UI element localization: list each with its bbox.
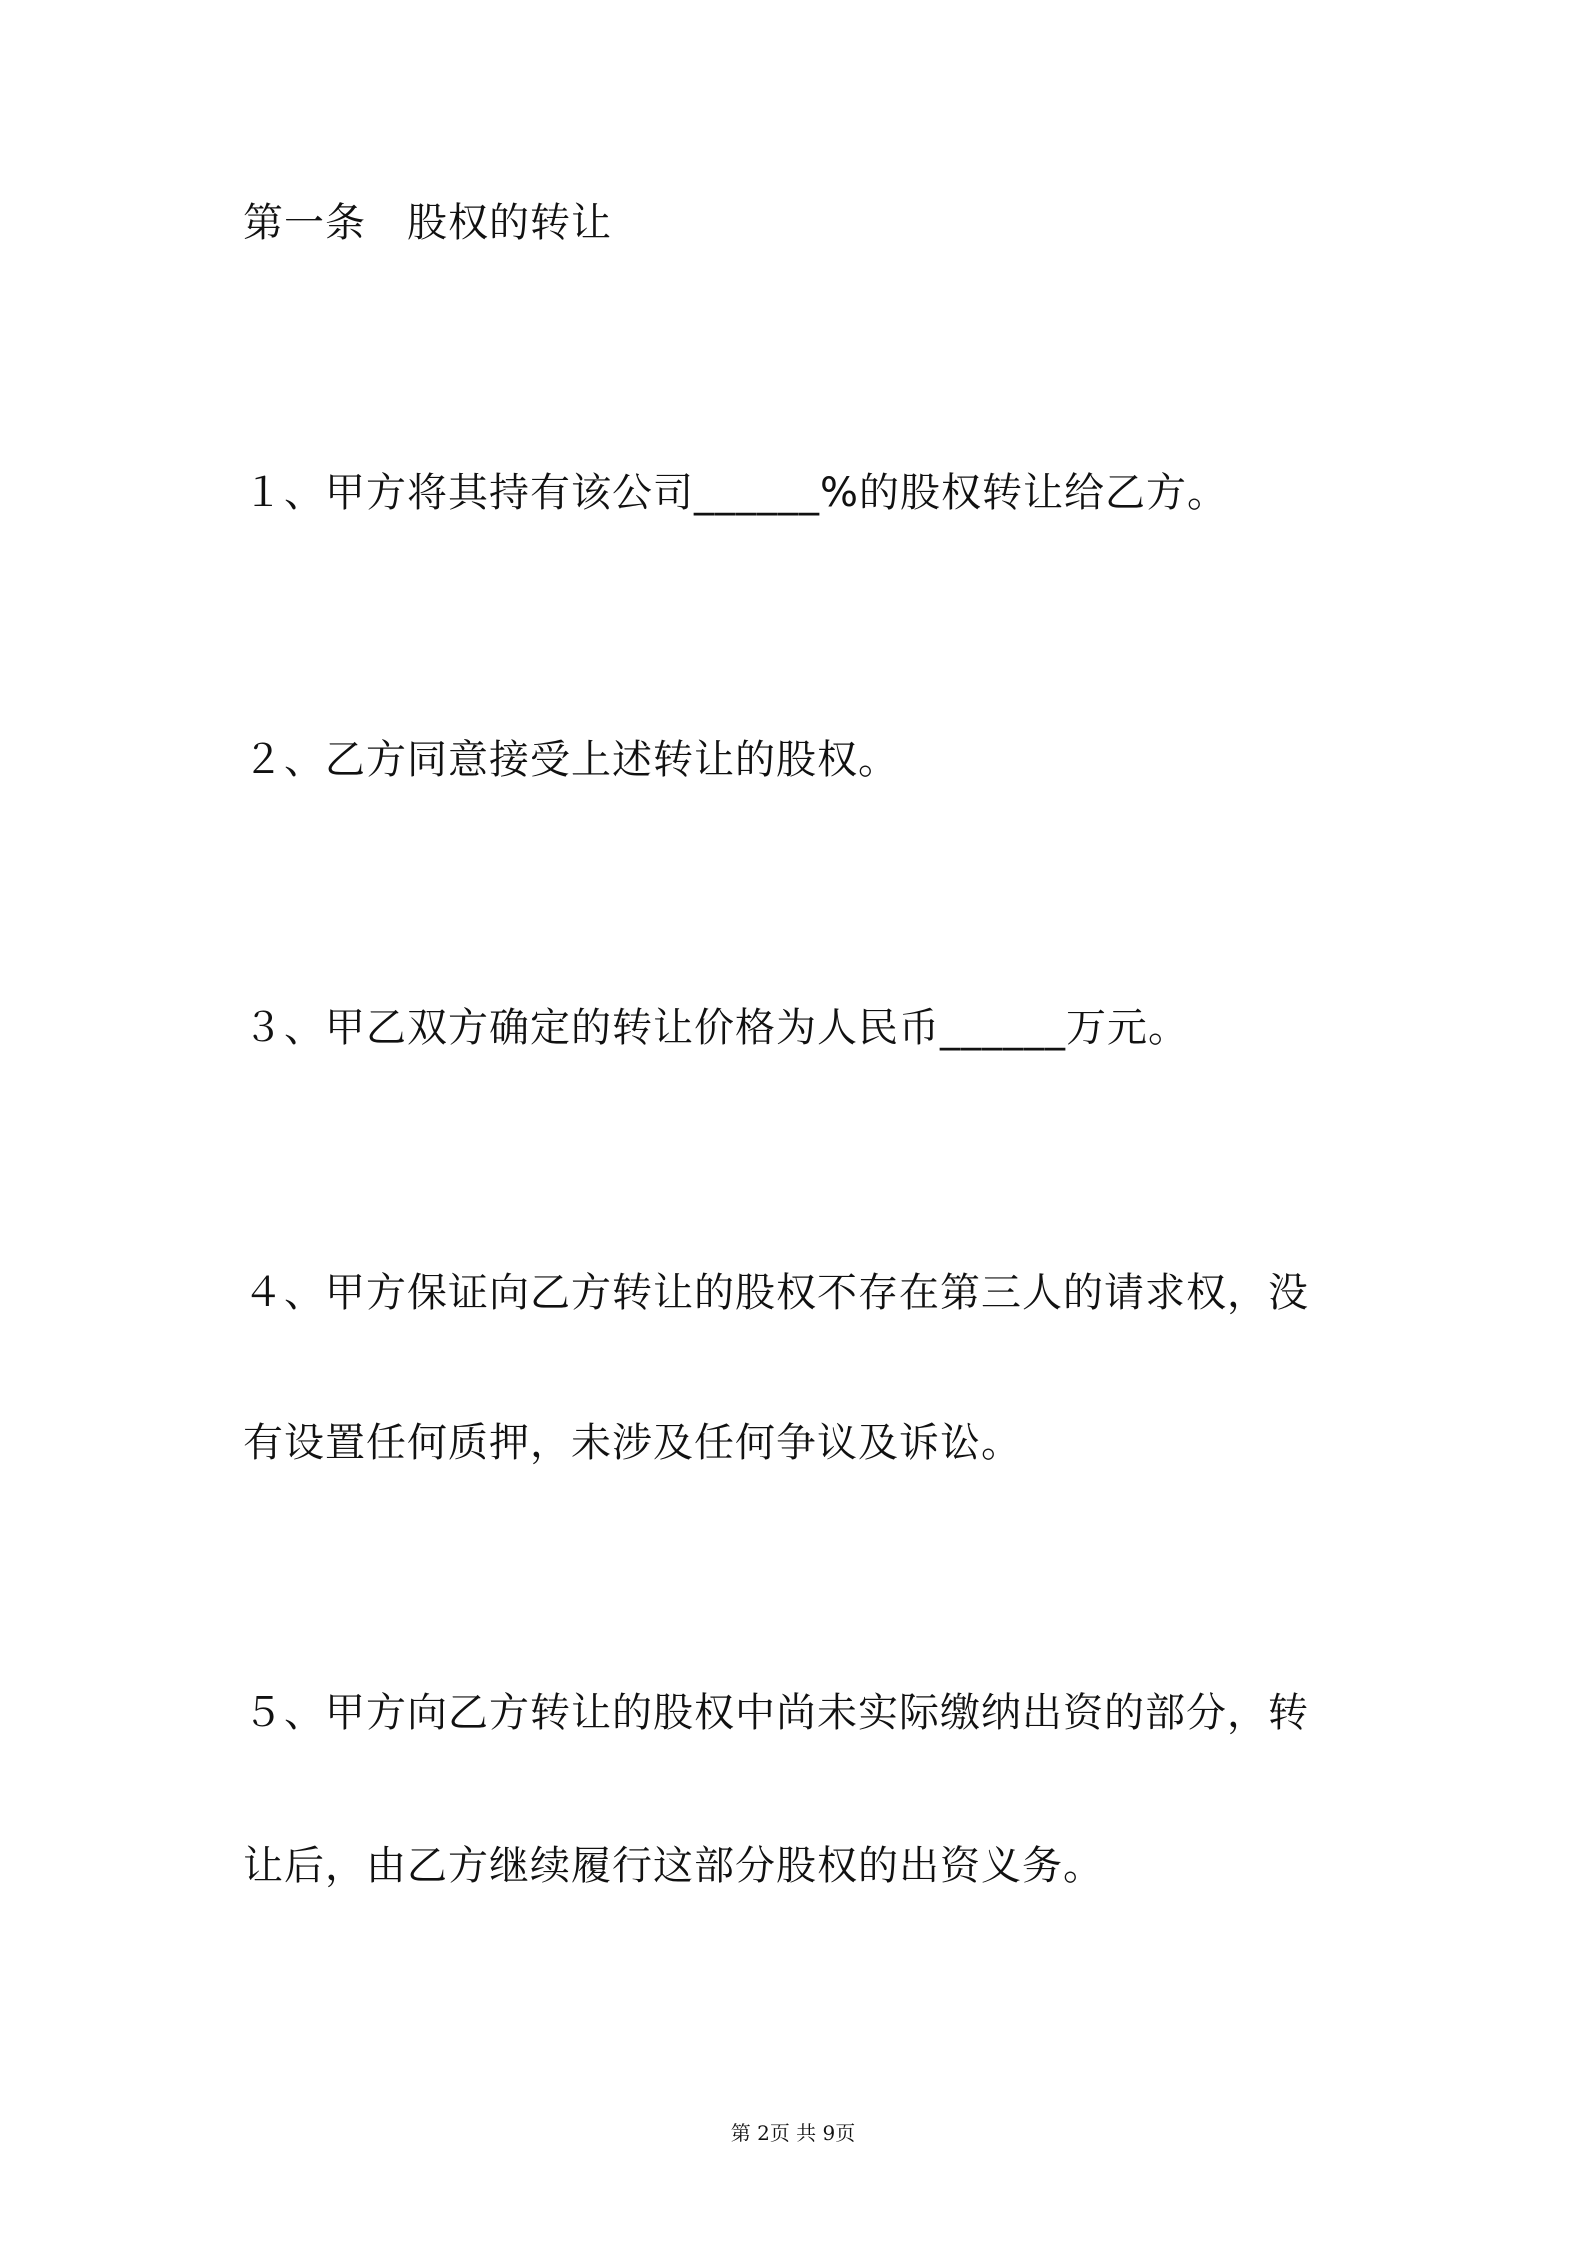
clause-5-line-1: ５、甲方向乙方转让的股权中尚未实际缴纳出资的部分，转 [243, 1690, 1309, 1736]
clause-4-line-1: ４、甲方保证向乙方转让的股权不存在第三人的请求权，没 [243, 1270, 1309, 1316]
page-footer: 第 2页 共 9页 [730, 2121, 856, 2145]
clause-2-line: ２、乙方同意接受上述转让的股权。 [243, 737, 899, 783]
clause-3-line: ３、甲乙双方确定的转让价格为人民币______万元。 [243, 1005, 1189, 1051]
clause-4-line-2: 有设置任何质押，未涉及任何争议及诉讼。 [243, 1420, 1022, 1466]
clause-1-line: １、甲方将其持有该公司______%的股权转让给乙方。 [243, 470, 1229, 516]
section-heading: 第一条 股权的转让 [243, 200, 612, 246]
clause-5-line-2: 让后，由乙方继续履行这部分股权的出资义务。 [243, 1843, 1104, 1889]
